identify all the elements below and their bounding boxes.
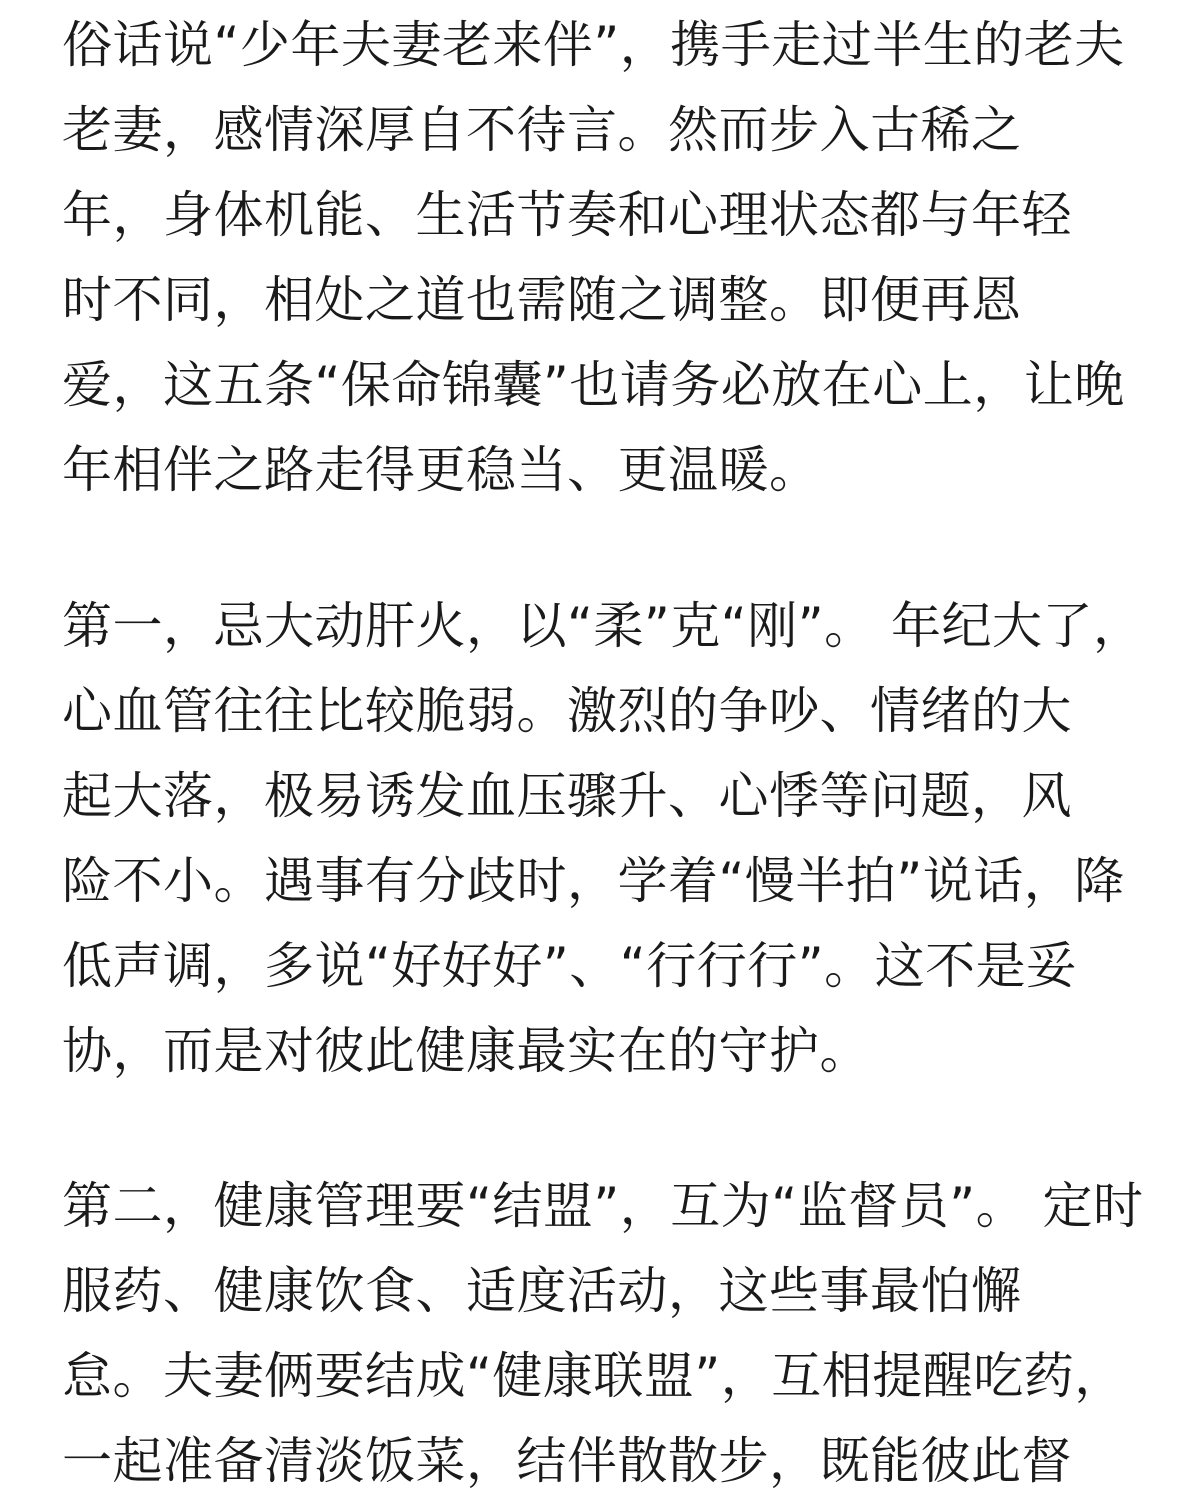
text-line: 险不小。遇事有分歧时，学着“慢半拍”说话，降: [62, 852, 1125, 910]
text-line: 心血管往往比较脆弱。激烈的争吵、情绪的大: [62, 682, 1072, 740]
text-line: 第一，忌大动肝火，以“柔”克“刚”。 年纪大了，: [62, 597, 1144, 655]
text-line: 怠。夫妻俩要结成“健康联盟”，互相提醒吃药，: [62, 1347, 1125, 1405]
text-line: 一起准备清淡饭菜，结伴散散步，既能彼此督: [62, 1432, 1072, 1490]
paragraph-second-tip: [62, 1164, 1144, 1504]
paragraph-intro: [62, 3, 1125, 513]
top-fade-overlay: [0, 0, 1179, 10]
text-line: 时不同，相处之道也需随之调整。即便再恩: [62, 271, 1022, 329]
text-line: 第二，健康管理要“结盟”，互为“监督员”。 定时: [62, 1177, 1144, 1235]
paragraph-first-tip: [62, 584, 1144, 1094]
text-line: 服药、健康饮食、适度活动，这些事最怕懈: [62, 1262, 1022, 1320]
text-line: 老妻，感情深厚自不待言。然而步入古稀之: [62, 101, 1022, 159]
text-line: 低声调，多说“好好好”、“行行行”。这不是妥: [62, 937, 1077, 995]
text-line: 协，而是对彼此健康最实在的守护。: [62, 1022, 870, 1080]
text-line: 起大落，极易诱发血压骤升、心悸等问题，风: [62, 767, 1072, 825]
text-line: 爱，这五条“保命锦囊”也请务必放在心上，让晚: [62, 356, 1125, 414]
text-line: 年相伴之路走得更稳当、更温暖。: [62, 441, 820, 499]
text-line: 年，身体机能、生活节奏和心理状态都与年轻: [62, 186, 1072, 244]
text-line: 俗话说“少年夫妻老来伴”，携手走过半生的老夫: [62, 16, 1125, 74]
